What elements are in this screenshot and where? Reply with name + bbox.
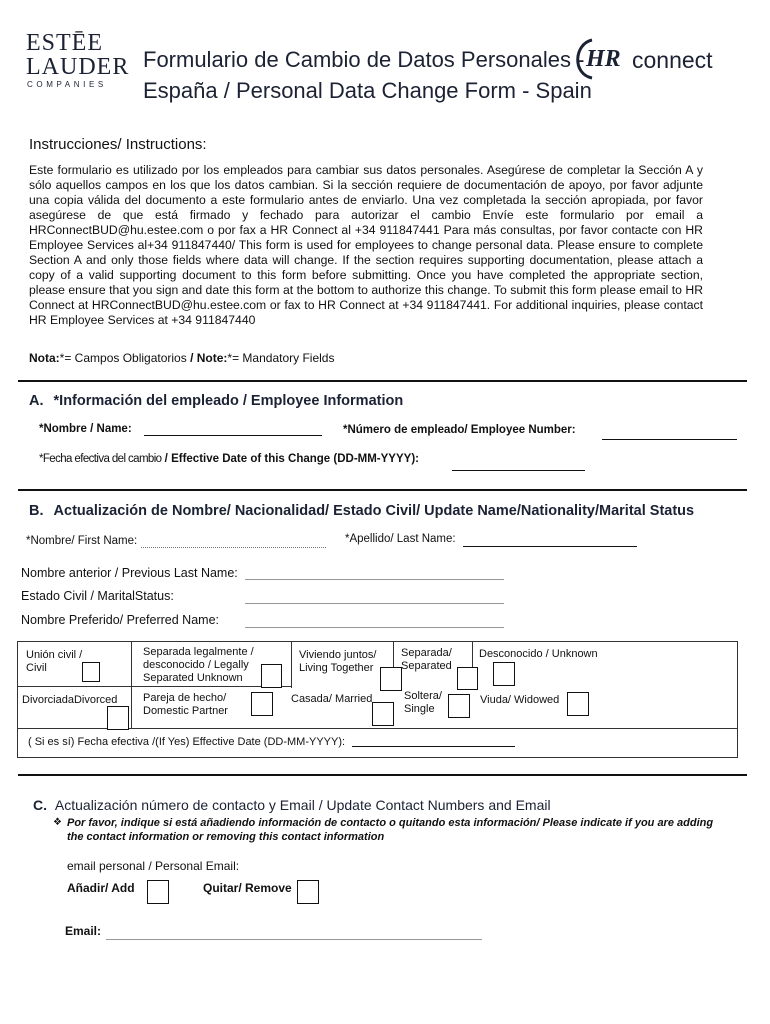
option-single-checkbox[interactable] — [448, 694, 470, 718]
option-unknown-label: Desconocido / Unknown — [479, 648, 598, 660]
effective-date-label — [39, 453, 419, 465]
section-a-letter: A. — [29, 393, 44, 409]
option-divorced-checkbox[interactable] — [107, 706, 129, 730]
email-label: Email: — [65, 924, 102, 938]
option-widowed-label: Viuda/ Widowed — [480, 694, 560, 706]
instructions-heading: Instrucciones/ Instructions: — [29, 136, 207, 153]
preferred-name-label: Nombre Preferido/ Preferred Name: — [21, 613, 219, 627]
option-civil-union-checkbox[interactable] — [82, 662, 100, 682]
grid-divider — [291, 642, 292, 688]
note-text-2: *= Mandatory Fields — [227, 351, 335, 365]
option-separated-checkbox[interactable] — [457, 667, 478, 690]
note-text-1: *= Campos Obligatorios — [59, 351, 191, 365]
employee-number-field[interactable] — [602, 439, 737, 440]
option-unknown-checkbox[interactable] — [493, 662, 515, 686]
section-divider — [18, 774, 747, 776]
option-widowed-checkbox[interactable] — [567, 692, 589, 716]
instructions-body: Este formulario es utilizado por los empleados para cambiar sus datos personales. Asegúrese de completar la Sección A y sólo aquellos campos en los que los datos cambian. Si la sección requiere de documentación de apoyo, por favor adjunte una copia válida del documento a este formulario antes de enviarlo. Una vez completada la sección apropiada, por favor asegúrese de que está firmado y fechado para autorizar el cambio Envíe este formulario por email a HRConnectBUD@hu.estee.com o por fax a HR Connect al +34 911847441 Para más consultas, por favor contacte con HR Employee Services al+34 911847440/ This form is used for employees to change personal data. Please ensure to complete Section A and only those fields where data will change. If the section requires supporting documentation, please attach a copy of a valid supporting document to this form before submitting. Once you have completed the appropriate section, please ensure that you sign and date this form at the bottom to authorize this change. To submit this form please email to HR Connect at HRConnectBUD@hu.estee.com or fax to HR Connect at +34 911847441. For additional inquiries, please contact HR Employee Services at +34 911847440 — [29, 163, 703, 327]
section-b-header — [29, 503, 694, 519]
option-divorced-label: DivorciadaDivorced — [22, 694, 118, 706]
effective-date-field[interactable] — [452, 470, 585, 471]
note-bold-2: / Note: — [190, 351, 228, 365]
add-checkbox[interactable] — [147, 880, 169, 904]
option-separated-unknown-label: Separada legalmente / desconocido / Legally Separated Unknown — [143, 646, 254, 684]
option-civil-union-label: Unión civil / Civil — [26, 649, 83, 674]
email-field[interactable] — [106, 939, 482, 940]
section-c-letter: C. — [33, 797, 47, 813]
section-a-title: *Información del empleado / Employee Information — [53, 393, 404, 409]
grid-divider — [131, 686, 132, 728]
section-divider — [18, 380, 747, 382]
option-living-together-checkbox[interactable] — [380, 667, 402, 691]
last-name-field[interactable] — [463, 546, 637, 547]
preferred-name-field[interactable] — [245, 627, 504, 628]
option-separated-label: Separada/ Separated — [401, 647, 452, 672]
first-name-field[interactable] — [141, 547, 326, 548]
section-b-letter: B. — [29, 503, 44, 519]
option-domestic-partner-checkbox[interactable] — [251, 692, 273, 716]
grid-divider — [131, 642, 132, 686]
option-domestic-partner-label: Pareja de hecho/ Domestic Partner — [143, 692, 228, 717]
first-name-label: *Nombre/ First Name: — [26, 535, 138, 547]
remove-label: Quitar/ Remove — [203, 881, 292, 895]
option-married-label: Casada/ Married — [291, 693, 373, 705]
logo-line-3: COMPANIES — [27, 80, 107, 89]
effective-date-label-es: *Fecha efectiva del cambio — [39, 453, 162, 465]
option-single-label: Soltera/ Single — [404, 690, 442, 715]
form-title-line-1: Formulario de Cambio de Datos Personales - — [143, 47, 585, 72]
hr-logo-bold: HR — [586, 46, 621, 72]
section-c-note: Por favor, indique si está añadiendo información de contacto o quitando esta información/ Please indicate if you are adding the contact information or removing this contact information — [67, 817, 714, 843]
add-label: Añadir/ Add — [67, 881, 135, 895]
personal-email-label: email personal / Personal Email: — [67, 859, 240, 873]
section-c-title: Actualización número de contacto y Email / Update Contact Numbers and Email — [54, 797, 551, 813]
diamond-bullet-icon: ❖ — [53, 817, 62, 828]
logo-line-2: LAUDER — [26, 54, 130, 80]
marital-status-field[interactable] — [245, 603, 504, 604]
form-title-line-2: España / Personal Data Change Form - Spain — [143, 78, 592, 103]
if-yes-date-field[interactable] — [352, 746, 515, 747]
section-b-title: Actualización de Nombre/ Nacionalidad/ Estado Civil/ Update Name/Nationality/Marital Status — [53, 503, 695, 519]
section-a-header — [29, 393, 403, 409]
if-yes-date-label: ( Si es sí) Fecha efectiva /(If Yes) Effective Date (DD-MM-YYYY): — [28, 736, 346, 748]
section-divider — [18, 489, 747, 491]
hr-connect-logo — [570, 38, 728, 80]
previous-last-name-field[interactable] — [245, 579, 504, 580]
name-field[interactable] — [144, 435, 322, 436]
previous-last-name-label: Nombre anterior / Previous Last Name: — [21, 566, 238, 580]
effective-date-label-en: / Effective Date of this Change (DD-MM-YYYY): — [161, 453, 419, 465]
option-married-checkbox[interactable] — [372, 702, 394, 726]
employee-number-label: *Número de empleado/ Employee Number: — [343, 424, 576, 436]
grid-divider — [18, 686, 291, 687]
note-bold: Nota: — [29, 351, 60, 365]
mandatory-note — [29, 351, 334, 365]
hr-logo-text: connect — [632, 47, 713, 73]
option-living-together-label: Viviendo juntos/ Living Together — [299, 649, 377, 674]
option-separated-unknown-checkbox[interactable] — [261, 664, 282, 688]
name-label: *Nombre / Name: — [39, 423, 132, 435]
logo-line-1: ESTĒE — [26, 30, 103, 56]
remove-checkbox[interactable] — [297, 880, 319, 904]
marital-status-label: Estado Civil / MaritalStatus: — [21, 589, 174, 603]
section-c-header — [33, 797, 551, 813]
last-name-label: *Apellido/ Last Name: — [345, 533, 456, 545]
